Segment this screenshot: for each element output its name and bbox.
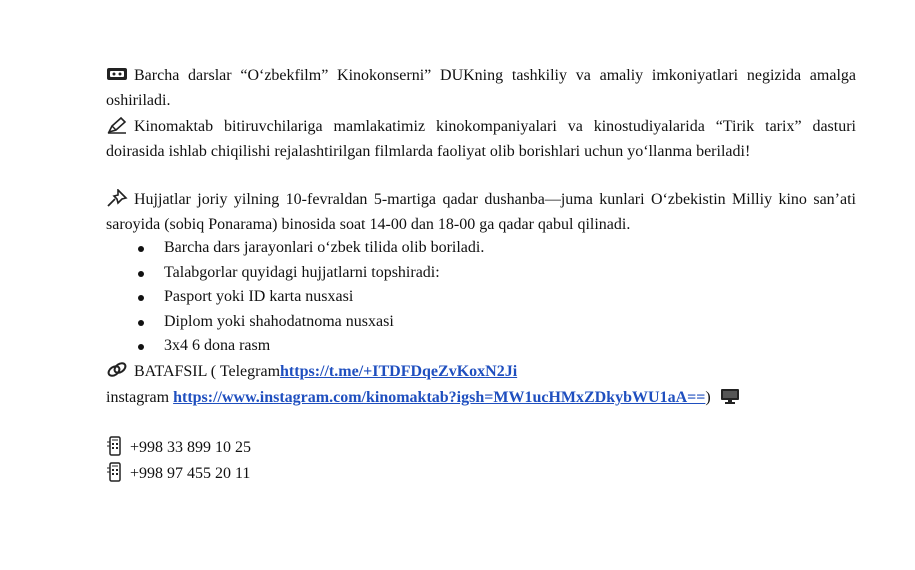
phone-line	[106, 436, 251, 460]
instagram-label: instagram	[106, 389, 174, 406]
paragraph-graduates-info	[106, 114, 856, 164]
phone-line	[106, 462, 250, 486]
phone-number: +998 97 455 20 11	[130, 465, 251, 482]
instagram-link[interactable]: https://www.instagram.com/kinomaktab?igsh=MW1ucHMxZDkybWU1aA==	[173, 389, 706, 406]
writing-hand-icon	[106, 116, 128, 134]
details-instagram-line	[106, 386, 747, 410]
sos-badge-icon	[106, 65, 128, 83]
requirements-list	[134, 236, 484, 359]
list-item: Barcha dars jarayonlari o‘zbek tilida olib boriladi.	[134, 236, 484, 261]
phone-icon	[106, 436, 124, 456]
details-telegram-line	[106, 360, 517, 384]
phone-number: +998 33 899 10 25	[130, 439, 252, 456]
paragraph-text: Hujjatlar joriy yilning 10-fevraldan 5-martiga qadar dushanba—juma kunlari O‘zbekistin Milliy kino san’ati saroyida (sobiq Ponarama) binosida soat 14-00 dan 18-00 ga qadar qabul qilinadi.	[106, 191, 856, 233]
details-suffix: )	[705, 389, 711, 406]
paragraph-text: Kinomaktab bitiruvchilariga mamlakatimiz kinokompaniyalari va kinostudiyalarida “Tirik tarix” dasturi doirasida ishlab chiqilishi rejalashtirilgan filmlarda faoliyat olib borishlari uchun yo‘llanma beriladi!	[106, 118, 856, 160]
paragraph-documents-info	[106, 187, 856, 237]
pushpin-icon	[106, 189, 128, 207]
link-icon	[106, 361, 128, 379]
list-item: 3x4 6 dona rasm	[134, 334, 484, 359]
list-item: Talabgorlar quyidagi hujjatlarni topshiradi:	[134, 261, 484, 286]
paragraph-lessons-info	[106, 63, 856, 113]
paragraph-text: Barcha darslar “O‘zbekfilm” Kinokonserni” DUKning tashkiliy va amaliy imkoniyatlari negizida amalga oshiriladi.	[106, 67, 856, 109]
details-prefix: BATAFSIL ( Telegram	[134, 363, 281, 380]
computer-monitor-icon	[719, 387, 741, 405]
list-item: Diplom yoki shahodatnoma nusxasi	[134, 310, 484, 335]
telegram-link[interactable]: https://t.me/+ITDFDqeZvKoxN2Ji	[280, 363, 518, 380]
phone-icon	[106, 462, 124, 482]
list-item: Pasport yoki ID karta nusxasi	[134, 285, 484, 310]
